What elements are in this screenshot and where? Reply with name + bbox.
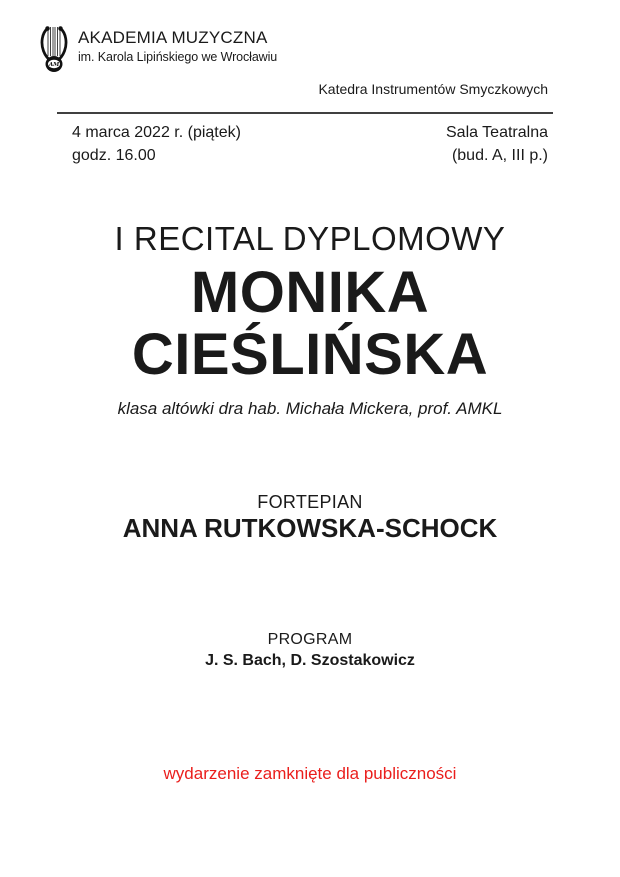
program-section bbox=[0, 630, 620, 671]
class-info: klasa altówki dra hab. Michała Mickera, prof. AMKL bbox=[117, 399, 503, 418]
divider-line bbox=[57, 112, 553, 114]
performer-first-name: MONIKA bbox=[190, 260, 430, 325]
department-name: Katedra Instrumentów Smyczkowych bbox=[318, 81, 548, 97]
program-composers: J. S. Bach, D. Szostakowicz bbox=[205, 652, 415, 669]
event-info bbox=[72, 121, 548, 167]
academy-subtitle: im. Karola Lipińskiego we Wrocławiu bbox=[78, 50, 278, 64]
event-date: 4 marca 2022 r. (piątek) bbox=[72, 124, 241, 141]
accompanist-role: FORTEPIAN bbox=[257, 492, 363, 512]
academy-name: AKADEMIA MUZYCZNA bbox=[78, 28, 268, 47]
program-heading: PROGRAM bbox=[267, 631, 353, 648]
closed-event-notice: wydarzenie zamknięte dla publiczności bbox=[163, 764, 457, 783]
event-venue-detail: (bud. A, III p.) bbox=[451, 147, 548, 164]
performer-name bbox=[0, 262, 620, 386]
lyre-icon bbox=[40, 25, 68, 73]
event-venue: Sala Teatralna bbox=[446, 124, 548, 141]
accompanist-name: ANNA RUTKOWSKA-SCHOCK bbox=[122, 513, 498, 543]
accompanist-section bbox=[0, 491, 620, 543]
academy-wordmark bbox=[78, 25, 277, 65]
logo-monogram: AM bbox=[48, 62, 60, 68]
performer-last-name: CIEŚLIŃSKA bbox=[131, 322, 489, 387]
event-datetime bbox=[72, 121, 241, 167]
event-venue-block bbox=[446, 121, 548, 167]
academy-logo bbox=[40, 25, 277, 73]
event-time: godz. 16.00 bbox=[72, 147, 156, 164]
recital-title: I RECITAL DYPLOMOWY bbox=[114, 220, 506, 257]
